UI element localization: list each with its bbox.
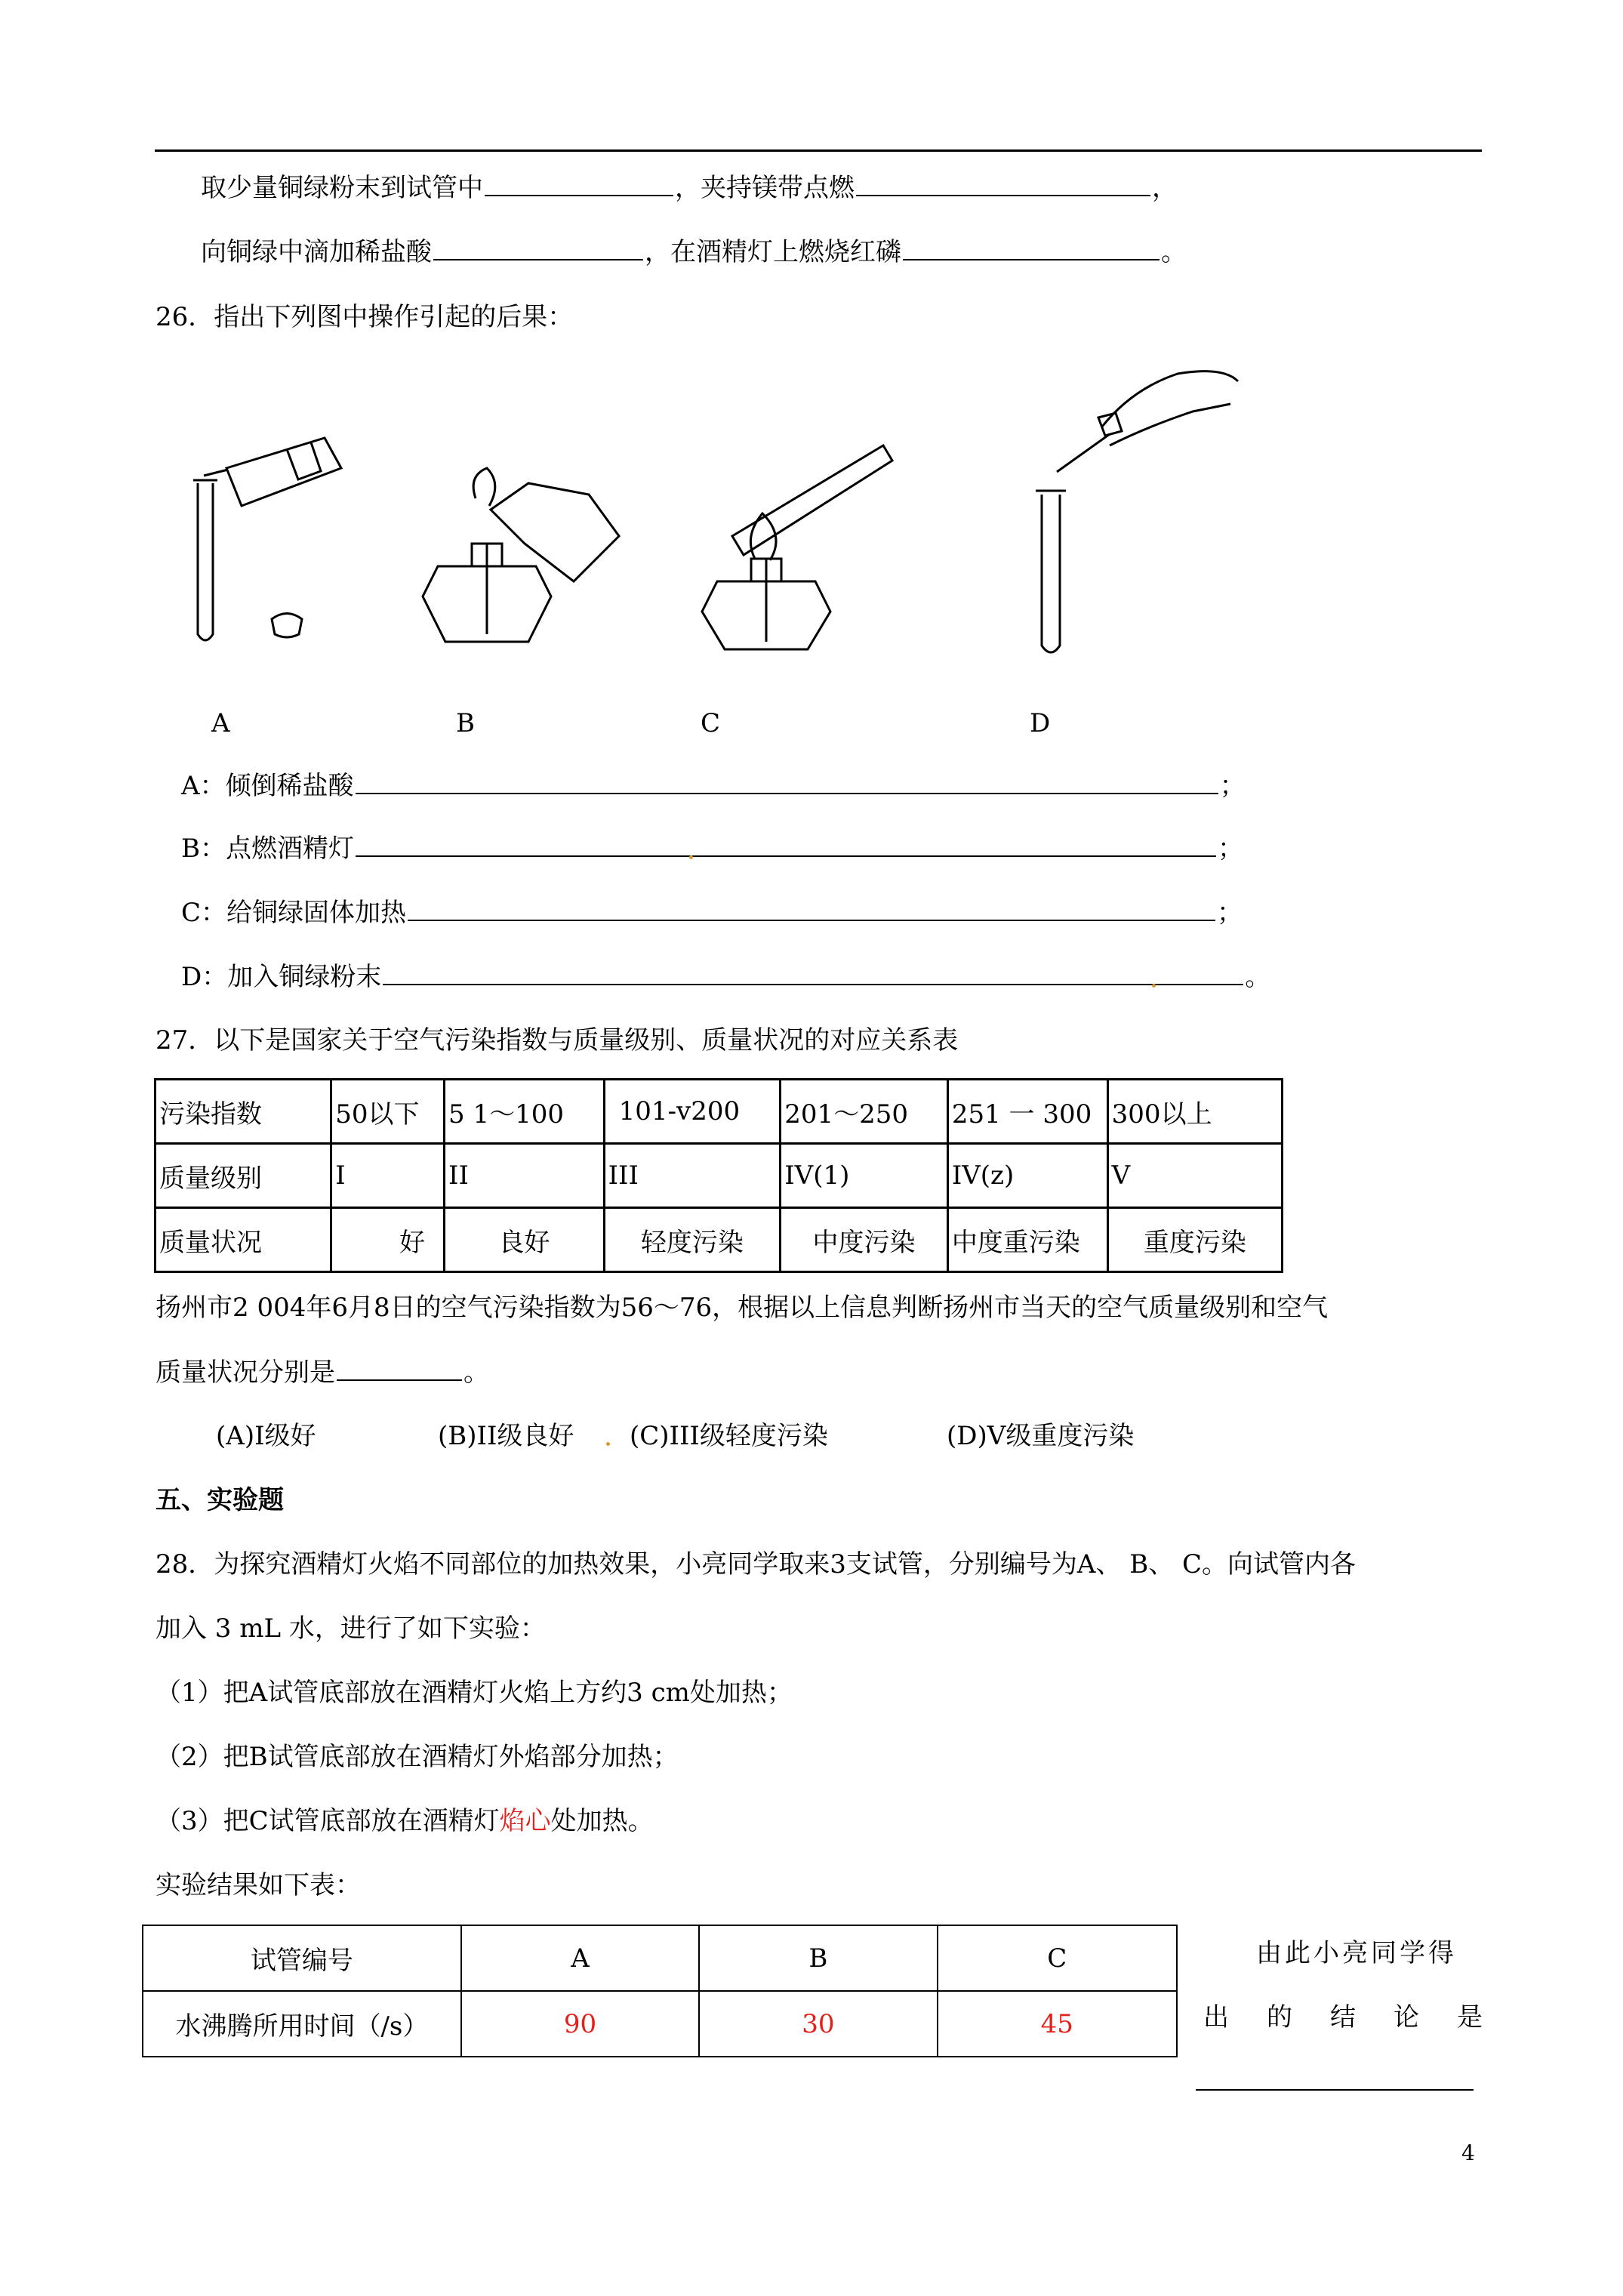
experiment-result-table	[142, 1925, 1178, 2057]
pour-acid-illustration	[174, 408, 370, 664]
question-26-title: 26．指出下列图中操作引起的后果：	[156, 302, 574, 332]
header-rule	[155, 149, 1482, 152]
table-cell: IV(1)	[781, 1144, 948, 1208]
table-cell: III	[604, 1144, 781, 1208]
answer-line-d	[181, 961, 1270, 992]
table-header: B	[699, 1925, 937, 1991]
lamp-lighting-illustration	[393, 453, 642, 649]
table-cell: I	[331, 1144, 445, 1208]
option-a[interactable]: (A)I级好	[216, 1421, 316, 1451]
char: 出	[1203, 2002, 1229, 2032]
table-cell: 中度重污染	[947, 1208, 1107, 1272]
table-row	[143, 1925, 1177, 1991]
table-cell: IV(z)	[947, 1144, 1107, 1208]
answer-line-c	[181, 897, 1243, 928]
char: 的	[1267, 2002, 1292, 2032]
punct: 。	[1161, 237, 1187, 267]
conclusion-blank[interactable]	[1196, 2089, 1474, 2091]
table-cell: 300以上	[1107, 1080, 1282, 1144]
figure-label-d: D	[1030, 708, 1051, 738]
table-cell: 201～250	[781, 1080, 948, 1144]
answer-blank[interactable]	[433, 236, 643, 260]
option-b[interactable]: (B)II级良好	[438, 1421, 574, 1451]
table-row	[156, 1208, 1283, 1272]
table-cell: 质量级别	[156, 1144, 331, 1208]
question-27-title: 27．以下是国家关于空气污染指数与质量级别、质量状况的对应关系表	[156, 1025, 959, 1056]
fill-line-2	[201, 236, 1187, 267]
conclusion-line-2	[1203, 2002, 1483, 2032]
ink-dot	[689, 855, 693, 859]
answer-blank[interactable]	[408, 897, 1215, 921]
option-d[interactable]: (D)V级重度污染	[947, 1421, 1135, 1451]
prompt-text: 取少量铜绿粉末到试管中	[201, 173, 483, 203]
highlight-text: 焰心	[499, 1806, 551, 1836]
pollution-index-table	[154, 1078, 1283, 1273]
add-powder-illustration	[1027, 359, 1253, 661]
answer-prompt: C：给铜绿固体加热	[181, 898, 407, 928]
question-28-line-1: 28．为探究酒精灯火焰不同部位的加热效果，小亮同学取来3支试管，分别编号为A、 B、 C。向试管内各	[156, 1549, 1357, 1579]
table-header: A	[461, 1925, 699, 1991]
question-27-blank-line	[156, 1357, 489, 1388]
punct: ；	[1218, 834, 1243, 864]
char: 论	[1394, 2002, 1419, 2032]
table-row	[143, 1991, 1177, 2057]
table-cell: 好	[331, 1208, 445, 1272]
answer-prompt: A：倾倒稀盐酸	[181, 771, 354, 801]
step-3	[156, 1806, 654, 1836]
table-cell: 30	[699, 1991, 937, 2057]
table-cell: 污染指数	[156, 1080, 331, 1144]
answer-blank[interactable]	[485, 172, 673, 196]
table-cell: 质量状况	[156, 1208, 331, 1272]
answer-line-b	[181, 833, 1243, 864]
char: 结	[1330, 2002, 1356, 2032]
answer-line-a	[181, 770, 1246, 801]
punct: ，	[1152, 173, 1178, 203]
table-header: C	[938, 1925, 1177, 1991]
table-cell: 101-v200	[604, 1080, 781, 1144]
table-row	[156, 1080, 1283, 1144]
table-cell: 中度污染	[781, 1208, 948, 1272]
step-2: （2）把B试管底部放在酒精灯外焰部分加热；	[156, 1742, 679, 1772]
page-number: 4	[1461, 2140, 1475, 2165]
answer-prompt: D：加入铜绿粉末	[181, 962, 382, 992]
figure-label-c: C	[701, 708, 721, 738]
answer-blank[interactable]	[856, 172, 1150, 196]
table-cell: 251 一 300	[947, 1080, 1107, 1144]
table-cell: 轻度污染	[604, 1208, 781, 1272]
ink-dot	[1152, 984, 1156, 988]
prompt-text: 向铜绿中滴加稀盐酸	[201, 237, 432, 267]
table-cell: 良好	[445, 1208, 605, 1272]
table-cell: 45	[938, 1991, 1177, 2057]
question-27-paragraph: 扬州市2 004年6月8日的空气污染指数为56～76，根据以上信息判断扬州市当天的空气质量级别和空气	[156, 1293, 1329, 1323]
table-cell: 90	[461, 1991, 699, 2057]
conclusion-line-1: 由此小亮同学得	[1256, 1938, 1457, 1968]
answer-blank[interactable]	[356, 833, 1216, 857]
char: 是	[1457, 2002, 1483, 2032]
table-cell: V	[1107, 1144, 1282, 1208]
answer-blank[interactable]	[383, 961, 1243, 985]
step-3-text: 处加热。	[550, 1806, 654, 1836]
table-cell: 50以下	[331, 1080, 445, 1144]
figure-label-b: B	[456, 708, 475, 738]
prompt-text: ，在酒精灯上燃烧红磷	[645, 237, 901, 267]
table-cell: II	[445, 1144, 605, 1208]
table-cell: 重度污染	[1107, 1208, 1282, 1272]
section-title: 五、实验题	[156, 1485, 284, 1515]
answer-blank[interactable]	[337, 1357, 462, 1381]
answer-blank[interactable]	[903, 236, 1160, 260]
heating-solid-illustration	[672, 430, 921, 657]
question-28-line-2: 加入 3 mL 水，进行了如下实验：	[156, 1613, 546, 1644]
step-1: （1）把A试管底部放在酒精灯火焰上方约3 cm处加热；	[156, 1678, 793, 1708]
table-header: 试管编号	[143, 1925, 461, 1991]
table-cell: 5 1～100	[445, 1080, 605, 1144]
prompt-text: 质量状况分别是	[156, 1358, 335, 1388]
punct: 。	[463, 1358, 489, 1388]
table-cell: 水沸腾所用时间（/s）	[143, 1991, 461, 2057]
option-c[interactable]: (C)III级轻度污染	[630, 1421, 828, 1451]
answer-prompt: B：点燃酒精灯	[181, 834, 354, 864]
punct: ；	[1217, 898, 1243, 928]
figure-label-a: A	[211, 708, 230, 738]
table-row	[156, 1144, 1283, 1208]
answer-blank[interactable]	[356, 770, 1218, 794]
step-3-text: （3）把C试管底部放在酒精灯	[156, 1806, 500, 1836]
punct: ；	[1219, 771, 1246, 801]
result-label: 实验结果如下表：	[156, 1870, 361, 1900]
prompt-text: ，夹持镁带点燃	[675, 173, 855, 203]
fill-line-1	[201, 172, 1178, 203]
ink-dot	[606, 1442, 610, 1446]
punct: 。	[1245, 962, 1271, 992]
